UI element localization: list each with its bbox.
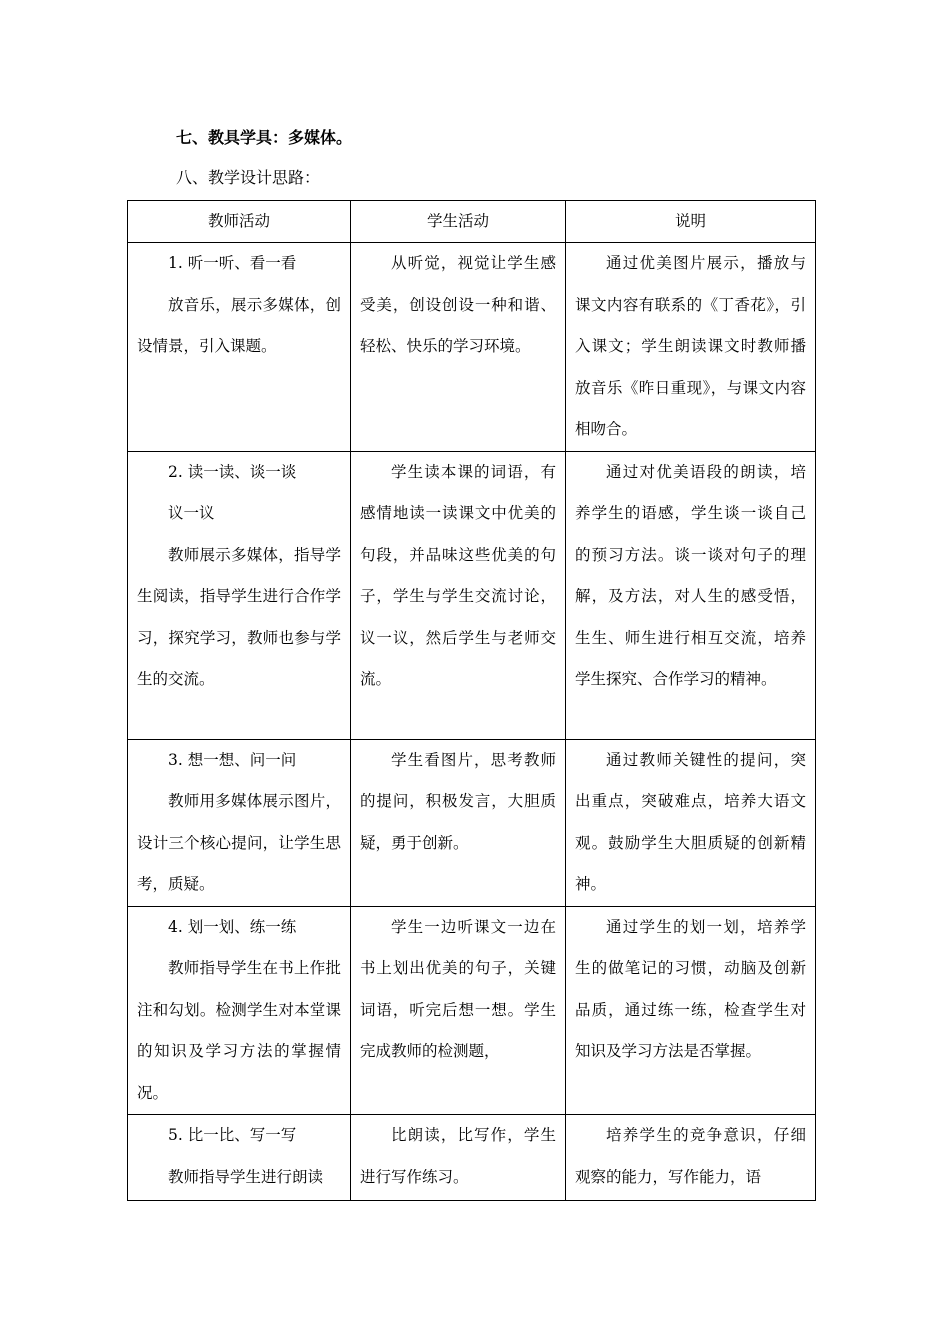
- explanation-cell: [566, 451, 816, 739]
- step-title: 2. 读一读、谈一谈: [168, 462, 297, 481]
- student-activity-text: 从听觉，视觉让学生感受美，创设创设一种和谐、轻松、快乐的学习环境。: [360, 254, 556, 355]
- explanation-text: 通过优美图片展示，播放与课文内容有联系的《丁香花》，引入课文；学生朗读课文时教师播放音乐《昨日重现》，与课文内容相吻合。: [575, 254, 806, 438]
- section-8-heading: 八、教学设计思路：: [176, 168, 321, 187]
- table-row: [128, 1115, 816, 1201]
- student-activity-text: 比朗读，比写作，学生进行写作练习。: [360, 1126, 556, 1186]
- student-activity-text: 学生一边听课文一边在书上划出优美的句子，关键词语，听完后想一想。学生完成教师的检测题，: [360, 917, 556, 1060]
- teacher-activity-text: 教师展示多媒体，指导学生阅读，指导学生进行合作学习，探究学习，教师也参与学生的交流。: [137, 545, 341, 688]
- table-row: [128, 243, 816, 452]
- table-header-row: [128, 201, 816, 243]
- explanation-cell: [566, 906, 816, 1115]
- table-row: [128, 451, 816, 739]
- teacher-activity-text: 放音乐，展示多媒体，创设情景，引入课题。: [137, 295, 341, 355]
- teacher-activity-cell: [128, 1115, 351, 1201]
- explanation-text: 培养学生的竞争意识，仔细观察的能力，写作能力，语: [575, 1126, 806, 1186]
- explanation-text: 通过学生的划一划，培养学生的做笔记的习惯，动脑及创新品质，通过练一练，检查学生对知识及学习方法是否掌握。: [575, 917, 806, 1060]
- header-teacher-activity: 教师活动: [128, 201, 351, 243]
- explanation-cell: [566, 739, 816, 906]
- explanation-cell: [566, 243, 816, 452]
- teacher-activity-text: 教师用多媒体展示图片，设计三个核心提问，让学生思考，质疑。: [137, 792, 341, 893]
- teaching-design-table: [127, 200, 816, 1201]
- teacher-activity-cell: [128, 739, 351, 906]
- teacher-activity-cell: [128, 451, 351, 739]
- header-student-activity: 学生活动: [351, 201, 566, 243]
- teacher-activity-text: 教师指导学生在书上作批注和勾划。检测学生对本堂课的知识及学习方法的掌握情况。: [137, 959, 341, 1102]
- step-title: 4. 划一划、练一练: [168, 917, 297, 936]
- step-subtitle: 议一议: [168, 504, 215, 522]
- teacher-activity-text: 教师指导学生进行朗读: [168, 1167, 324, 1186]
- student-activity-cell: [351, 1115, 566, 1201]
- header-explanation: 说明: [566, 201, 816, 243]
- student-activity-text: 学生看图片，思考教师的提问，积极发言，大胆质疑，勇于创新。: [360, 750, 556, 852]
- student-activity-cell: [351, 906, 566, 1115]
- table-row: [128, 739, 816, 906]
- step-title: 1. 听一听、看一看: [168, 254, 297, 272]
- explanation-text: 通过教师关键性的提问，突出重点，突破难点，培养大语文观。鼓励学生大胆质疑的创新精神。: [575, 750, 806, 893]
- explanation-text: 通过对优美语段的朗读，培养学生的语感，学生谈一谈自己的预习方法。谈一谈对句子的理解，及方法，对人生的感受悟，生生、师生进行相互交流，培养学生探究、合作学习的精神。: [575, 462, 806, 688]
- step-title: 3. 想一想、问一问: [168, 750, 297, 769]
- table-row: [128, 906, 816, 1115]
- explanation-cell: [566, 1115, 816, 1201]
- student-activity-cell: [351, 243, 566, 452]
- teacher-activity-cell: [128, 243, 351, 452]
- student-activity-text: 学生读本课的词语，有感情地读一读课文中优美的句段，并品味这些优美的句子，学生与学生交流讨论，议一议，然后学生与老师交流。: [360, 462, 556, 688]
- student-activity-cell: [351, 739, 566, 906]
- step-title: 5. 比一比、写一写: [168, 1126, 297, 1144]
- student-activity-cell: [351, 451, 566, 739]
- section-7-heading: 七、教具学具：多媒体。: [176, 128, 353, 147]
- teacher-activity-cell: [128, 906, 351, 1115]
